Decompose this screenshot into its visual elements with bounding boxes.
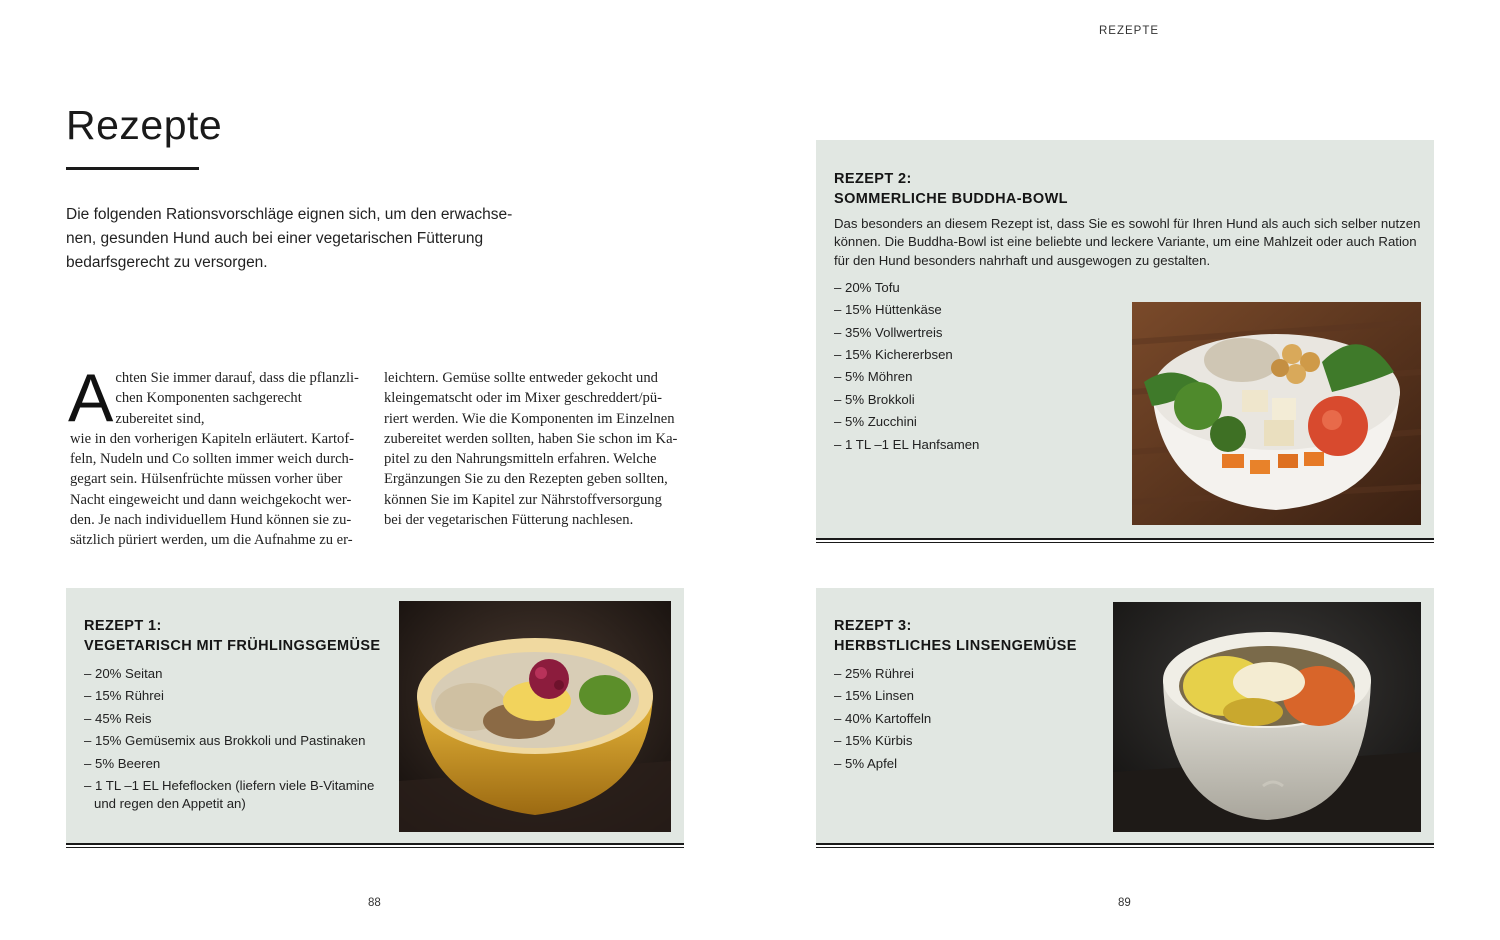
page-number-left: 88 bbox=[368, 897, 381, 909]
recipe-1-rule bbox=[66, 843, 684, 845]
intro-line: Die folgenden Rationsvorschläge eignen sich, um den erwachse- bbox=[66, 206, 513, 223]
ingredient-item: – 40% Kartoffeln bbox=[834, 710, 932, 726]
body-line: riert werden. Wie die Komponenten im Einzelnen bbox=[384, 410, 675, 427]
body-line: Nacht eingeweicht und dann weichgekocht wer- bbox=[70, 491, 352, 508]
ingredient-item: – 15% Gemüsemix aus Brokkoli und Pastinaken bbox=[84, 733, 366, 749]
body-line: pitel zu den Nahrungsmitteln erfahren. Welche bbox=[384, 451, 657, 468]
intro-paragraph bbox=[66, 203, 526, 275]
recipe-1-rule-thin bbox=[66, 847, 684, 848]
recipe-1-label: REZEPT 1: bbox=[84, 618, 162, 634]
description-line: Das besonders an diesem Rezept ist, dass Sie es sowohl für Ihren Hund als auch sich selber nutzen bbox=[834, 216, 1421, 231]
recipe-1-ingredients bbox=[84, 665, 384, 813]
body-text-column-2 bbox=[384, 368, 684, 530]
ingredient-item: – 5% Brokkoli bbox=[834, 391, 915, 407]
recipe-3-photo bbox=[1113, 602, 1421, 832]
ingredient-item: – 15% Linsen bbox=[834, 688, 914, 704]
ingredient-item: – 15% Kichererbsen bbox=[834, 347, 953, 363]
recipe-3-text bbox=[834, 616, 1124, 777]
ingredient-item: – 15% Rührei bbox=[84, 688, 164, 704]
page-title: Rezepte bbox=[66, 102, 223, 148]
recipe-3-rule bbox=[816, 843, 1434, 845]
ingredient-item: – 1 TL –1 EL Hanfsamen bbox=[834, 436, 980, 452]
recipe-1-name: VEGETARISCH MIT FRÜHLINGSGEMÜSE bbox=[84, 638, 381, 654]
ingredient-item: – 1 TL –1 EL Hefeflocken (liefern viele B-Vitamine und regen den Appetit an) bbox=[84, 777, 375, 811]
recipe-3-name: HERBSTLICHES LINSENGEMÜSE bbox=[834, 638, 1077, 654]
ingredient-item: – 5% Beeren bbox=[84, 755, 161, 771]
recipe-1-text bbox=[84, 616, 384, 817]
body-line: leichtern. Gemüse sollte entweder gekocht und bbox=[384, 370, 658, 386]
ingredient-item: – 20% Seitan bbox=[84, 666, 163, 681]
drop-cap: A bbox=[68, 360, 114, 436]
recipe-3-box bbox=[816, 588, 1434, 843]
recipe-2-name: SOMMERLICHE BUDDHA-BOWL bbox=[834, 191, 1068, 207]
recipe-2-box bbox=[816, 140, 1434, 538]
ingredient-item: – 5% Zucchini bbox=[834, 414, 917, 430]
recipe-1-box bbox=[66, 588, 684, 843]
ingredient-item: – 5% Apfel bbox=[834, 755, 898, 771]
page-number-right: 89 bbox=[1118, 897, 1131, 909]
body-line: zubereitet werden sollten, haben Sie schon im Ka- bbox=[384, 430, 678, 447]
ingredient-item: – 15% Kürbis bbox=[834, 733, 913, 749]
body-text-column-1 bbox=[68, 360, 362, 551]
body-line: Ergänzungen Sie zu den Rezepten geben sollten, bbox=[384, 471, 668, 488]
recipe-2-rule-thin bbox=[816, 542, 1434, 543]
body-line: kleingematscht oder im Mixer geschreddert/pü- bbox=[384, 390, 663, 407]
recipe-1-photo bbox=[399, 601, 671, 832]
body-line: feln, Nudeln und Co sollten immer weich durch- bbox=[70, 451, 354, 468]
buddha-bowl-image bbox=[1132, 302, 1421, 525]
intro-line: bedarfsgerecht zu versorgen. bbox=[66, 254, 268, 271]
body-line: den. Je nach individuellem Hund können sie zu- bbox=[70, 512, 352, 529]
description-line: können. Die Buddha-Bowl ist eine beliebte und leckere Variante, um eine Mahlzeit oder auch Ration bbox=[834, 234, 1417, 250]
intro-line: nen, gesunden Hund auch bei einer vegetarischen Fütterung bbox=[66, 230, 484, 247]
recipe-3-ingredients bbox=[834, 665, 1124, 773]
body-line: sätzlich püriert werden, um die Aufnahme zu er- bbox=[70, 532, 353, 549]
recipe-2-photo bbox=[1132, 302, 1421, 525]
ingredient-item: – 20% Tofu bbox=[834, 279, 900, 295]
body-line: gegart sein. Hülsenfrüchte müssen vorher über bbox=[70, 471, 343, 488]
body-line: können Sie im Kapitel zur Nährstoffversorgung bbox=[384, 491, 662, 508]
yellow-bowl-image bbox=[399, 601, 671, 832]
body-line: chen Komponenten sachgerecht zubereitet sind, bbox=[115, 390, 302, 427]
body-line: chten Sie immer darauf, dass die pflanzli- bbox=[115, 370, 359, 386]
description-line: für den Hund besonders nahrhaft und ausgewogen zu gestalten. bbox=[834, 252, 1211, 268]
recipe-2-description bbox=[834, 215, 1424, 270]
title-underline bbox=[66, 167, 199, 170]
ingredient-item: – 35% Vollwertreis bbox=[834, 324, 943, 340]
recipe-3-rule-thin bbox=[816, 847, 1434, 848]
recipe-3-label: REZEPT 3: bbox=[834, 618, 912, 634]
ingredient-item: – 25% Rührei bbox=[834, 666, 914, 681]
recipe-2-label: REZEPT 2: bbox=[834, 171, 912, 187]
body-line: wie in den vorherigen Kapiteln erläutert. Kartof- bbox=[70, 430, 355, 447]
body-line: bei der vegetarischen Fütterung nachlesen. bbox=[384, 512, 634, 529]
running-head: REZEPTE bbox=[1099, 25, 1160, 37]
white-bowl-image bbox=[1113, 602, 1421, 832]
recipe-2-rule bbox=[816, 538, 1434, 540]
ingredient-item: – 45% Reis bbox=[84, 710, 152, 726]
ingredient-item: – 15% Hüttenkäse bbox=[834, 302, 942, 318]
ingredient-item: – 5% Möhren bbox=[834, 369, 913, 385]
